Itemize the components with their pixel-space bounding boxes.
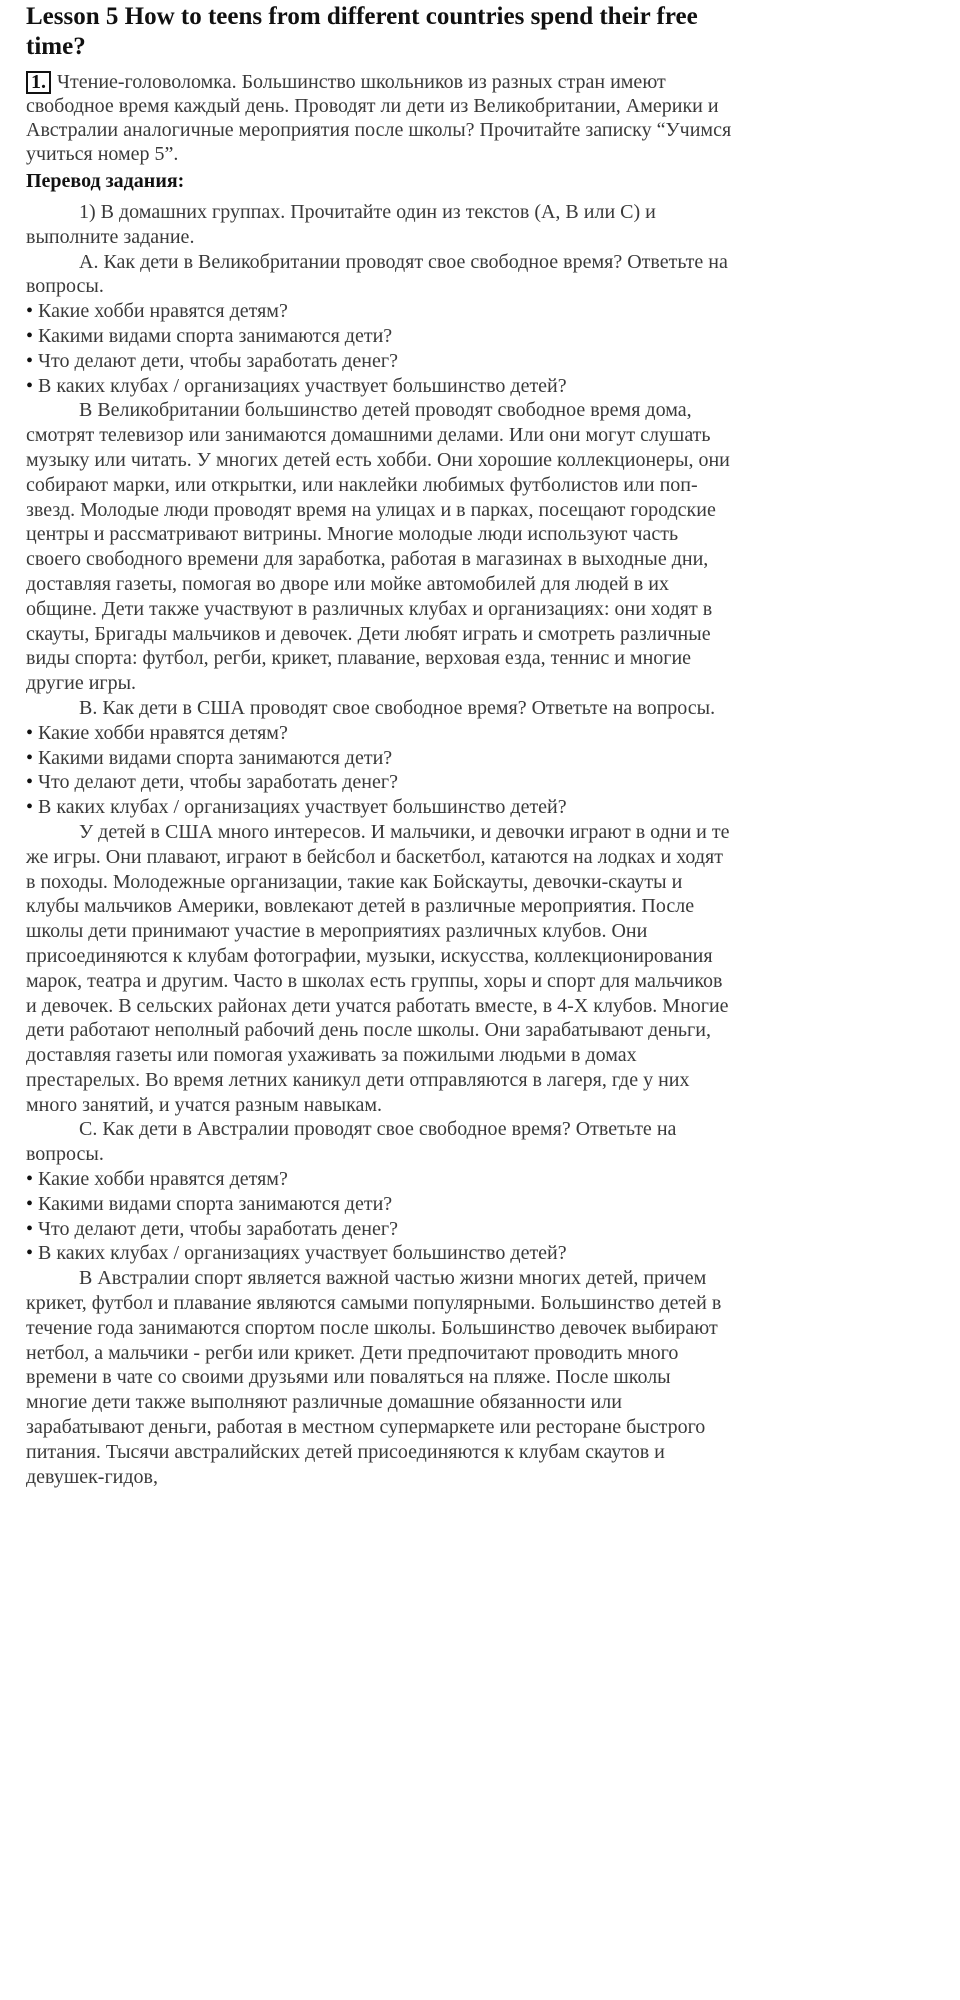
question-item [26,1167,732,1192]
section-text: В Великобритании большинство детей проводят свободное время дома, смотрят телевизор или занимаются домашними делами. Или они могут слушать музыку или читать. У многих детей есть хобби. Они хорошие коллекционеры, они собирают марки, или открытки, или наклейки любимых футболистов или поп-звезд. Молодые люди проводят время на улицах и в парках, посещают городские центры и рассматривают витрины. Многие молодые люди используют часть своего свободного времени для заработка, работая в магазинах в выходные дни, доставляя газеты, помогая во дворе или мойке автомобилей для людей в их общине. Дети также участвуют в различных клубах и организациях: они ходят в скауты, Бригады мальчиков и девочек. Дети любят играть и смотреть различные виды спорта: футбол, регби, крикет, плавание, верховая езда, теннис и многие другие игры. [26,399,730,695]
task-text: Чтение-головоломка. Большинство школьников из разных стран имеют свободное время каждый день. Проводят ли дети из Великобритании, Америки и Австралии аналогичные мероприятия после школы? Прочитайте записку “Учимся учиться номер 5”. [26,71,732,165]
bullet-icon: • [26,300,34,323]
question-item [26,299,732,324]
bullet-icon: • [26,349,34,372]
question-text: Что делают дети, чтобы заработать денег? [38,1217,398,1240]
question-text: Какими видами спорта занимаются дети? [38,1192,393,1215]
bullet-icon: • [26,771,34,794]
section-heading: B. Как дети в США проводят свое свободное время? Ответьте на вопросы. [79,696,716,719]
bullet-icon: • [26,1168,34,1191]
task-number-box: 1. [26,71,51,94]
bullet-icon: • [26,1192,34,1215]
question-item [26,746,732,771]
question-item [26,721,732,746]
section-text: В Австралии спорт является важной частью жизни многих детей, причем крикет, футбол и плавание являются самыми популярными. Большинство детей в течение года занимаются спортом после школы. Большинство девочек выбирают нетбол, а мальчики - регби или крикет. Дети предпочитают проводить много времени в чате со своими друзьями или поваляться на пляже. После школы многие дети также выполняют различные домашние обязанности или зарабатывают деньги, работая в местном супермаркете или ресторане быстрого питания. Тысячи австралийских детей присоединяются к клубам скаутов и девушек-гидов, [26,1267,722,1488]
task-block [26,70,732,166]
question-item [26,1192,732,1217]
translation-heading: Перевод задания: [26,170,185,192]
question-text: В каких клубах / организациях участвует большинство детей? [38,374,567,397]
question-text: Какими видами спорта занимаются дети? [38,324,393,347]
bullet-icon: • [26,1217,34,1240]
question-item [26,1217,732,1242]
question-text: Что делают дети, чтобы заработать денег? [38,771,398,794]
bullet-icon: • [26,324,34,347]
question-item [26,795,732,820]
section-heading: C. Как дети в Австралии проводят свое свободное время? Ответьте на вопросы. [26,1118,677,1166]
section-a [26,250,732,696]
bullet-icon: • [26,796,34,819]
section-b [26,696,732,1118]
question-item [26,324,732,349]
question-item [26,1241,732,1266]
question-item [26,349,732,374]
bullet-icon: • [26,721,34,744]
question-text: Какие хобби нравятся детям? [38,300,288,323]
question-text: В каких клубах / организациях участвует большинство детей? [38,796,567,819]
question-text: Какие хобби нравятся детям? [38,721,288,744]
question-item [26,374,732,399]
bullet-icon: • [26,746,34,769]
question-item [26,770,732,795]
question-text: Что делают дети, чтобы заработать денег? [38,349,398,372]
bullet-icon: • [26,1242,34,1265]
section-heading: A. Как дети в Великобритании проводят свое свободное время? Ответьте на вопросы. [26,250,728,298]
lesson-title: Lesson 5 How to teens from different countries spend their free time? [26,3,698,60]
section-c [26,1117,732,1489]
instruction-text: 1) В домашних группах. Прочитайте один из текстов (A, B или C) и выполните задание. [26,201,656,248]
question-text: В каких клубах / организациях участвует большинство детей? [38,1242,567,1265]
question-text: Какими видами спорта занимаются дети? [38,746,393,769]
bullet-icon: • [26,374,34,397]
question-text: Какие хобби нравятся детям? [38,1168,288,1191]
section-text: У детей в США много интересов. И мальчики, и девочки играют в одни и те же игры. Они плавают, играют в бейсбол и баскетбол, катаются на лодках и ходят в походы. Молодежные организации, такие как Бойскауты, девочки-скауты и клубы мальчиков Америки, вовлекают детей в различные мероприятия. После школы дети принимают участие в мероприятиях различных клубов. Они присоединяются к клубам фотографии, музыки, искусства, коллекционирования марок, театра и другим. Часто в школах есть группы, хоры и спорт для мальчиков и девочек. В сельских районах дети учатся работать вместе, в 4-Х клубов. Многие дети работают неполный рабочий день после школы. Они зарабатывают деньги, доставляя газеты или помогая ухаживать за пожилыми людьми в домах престарелых. Во время летних каникул дети отправляются в лагеря, где у них много занятий, и учатся разным навыкам. [26,820,730,1116]
